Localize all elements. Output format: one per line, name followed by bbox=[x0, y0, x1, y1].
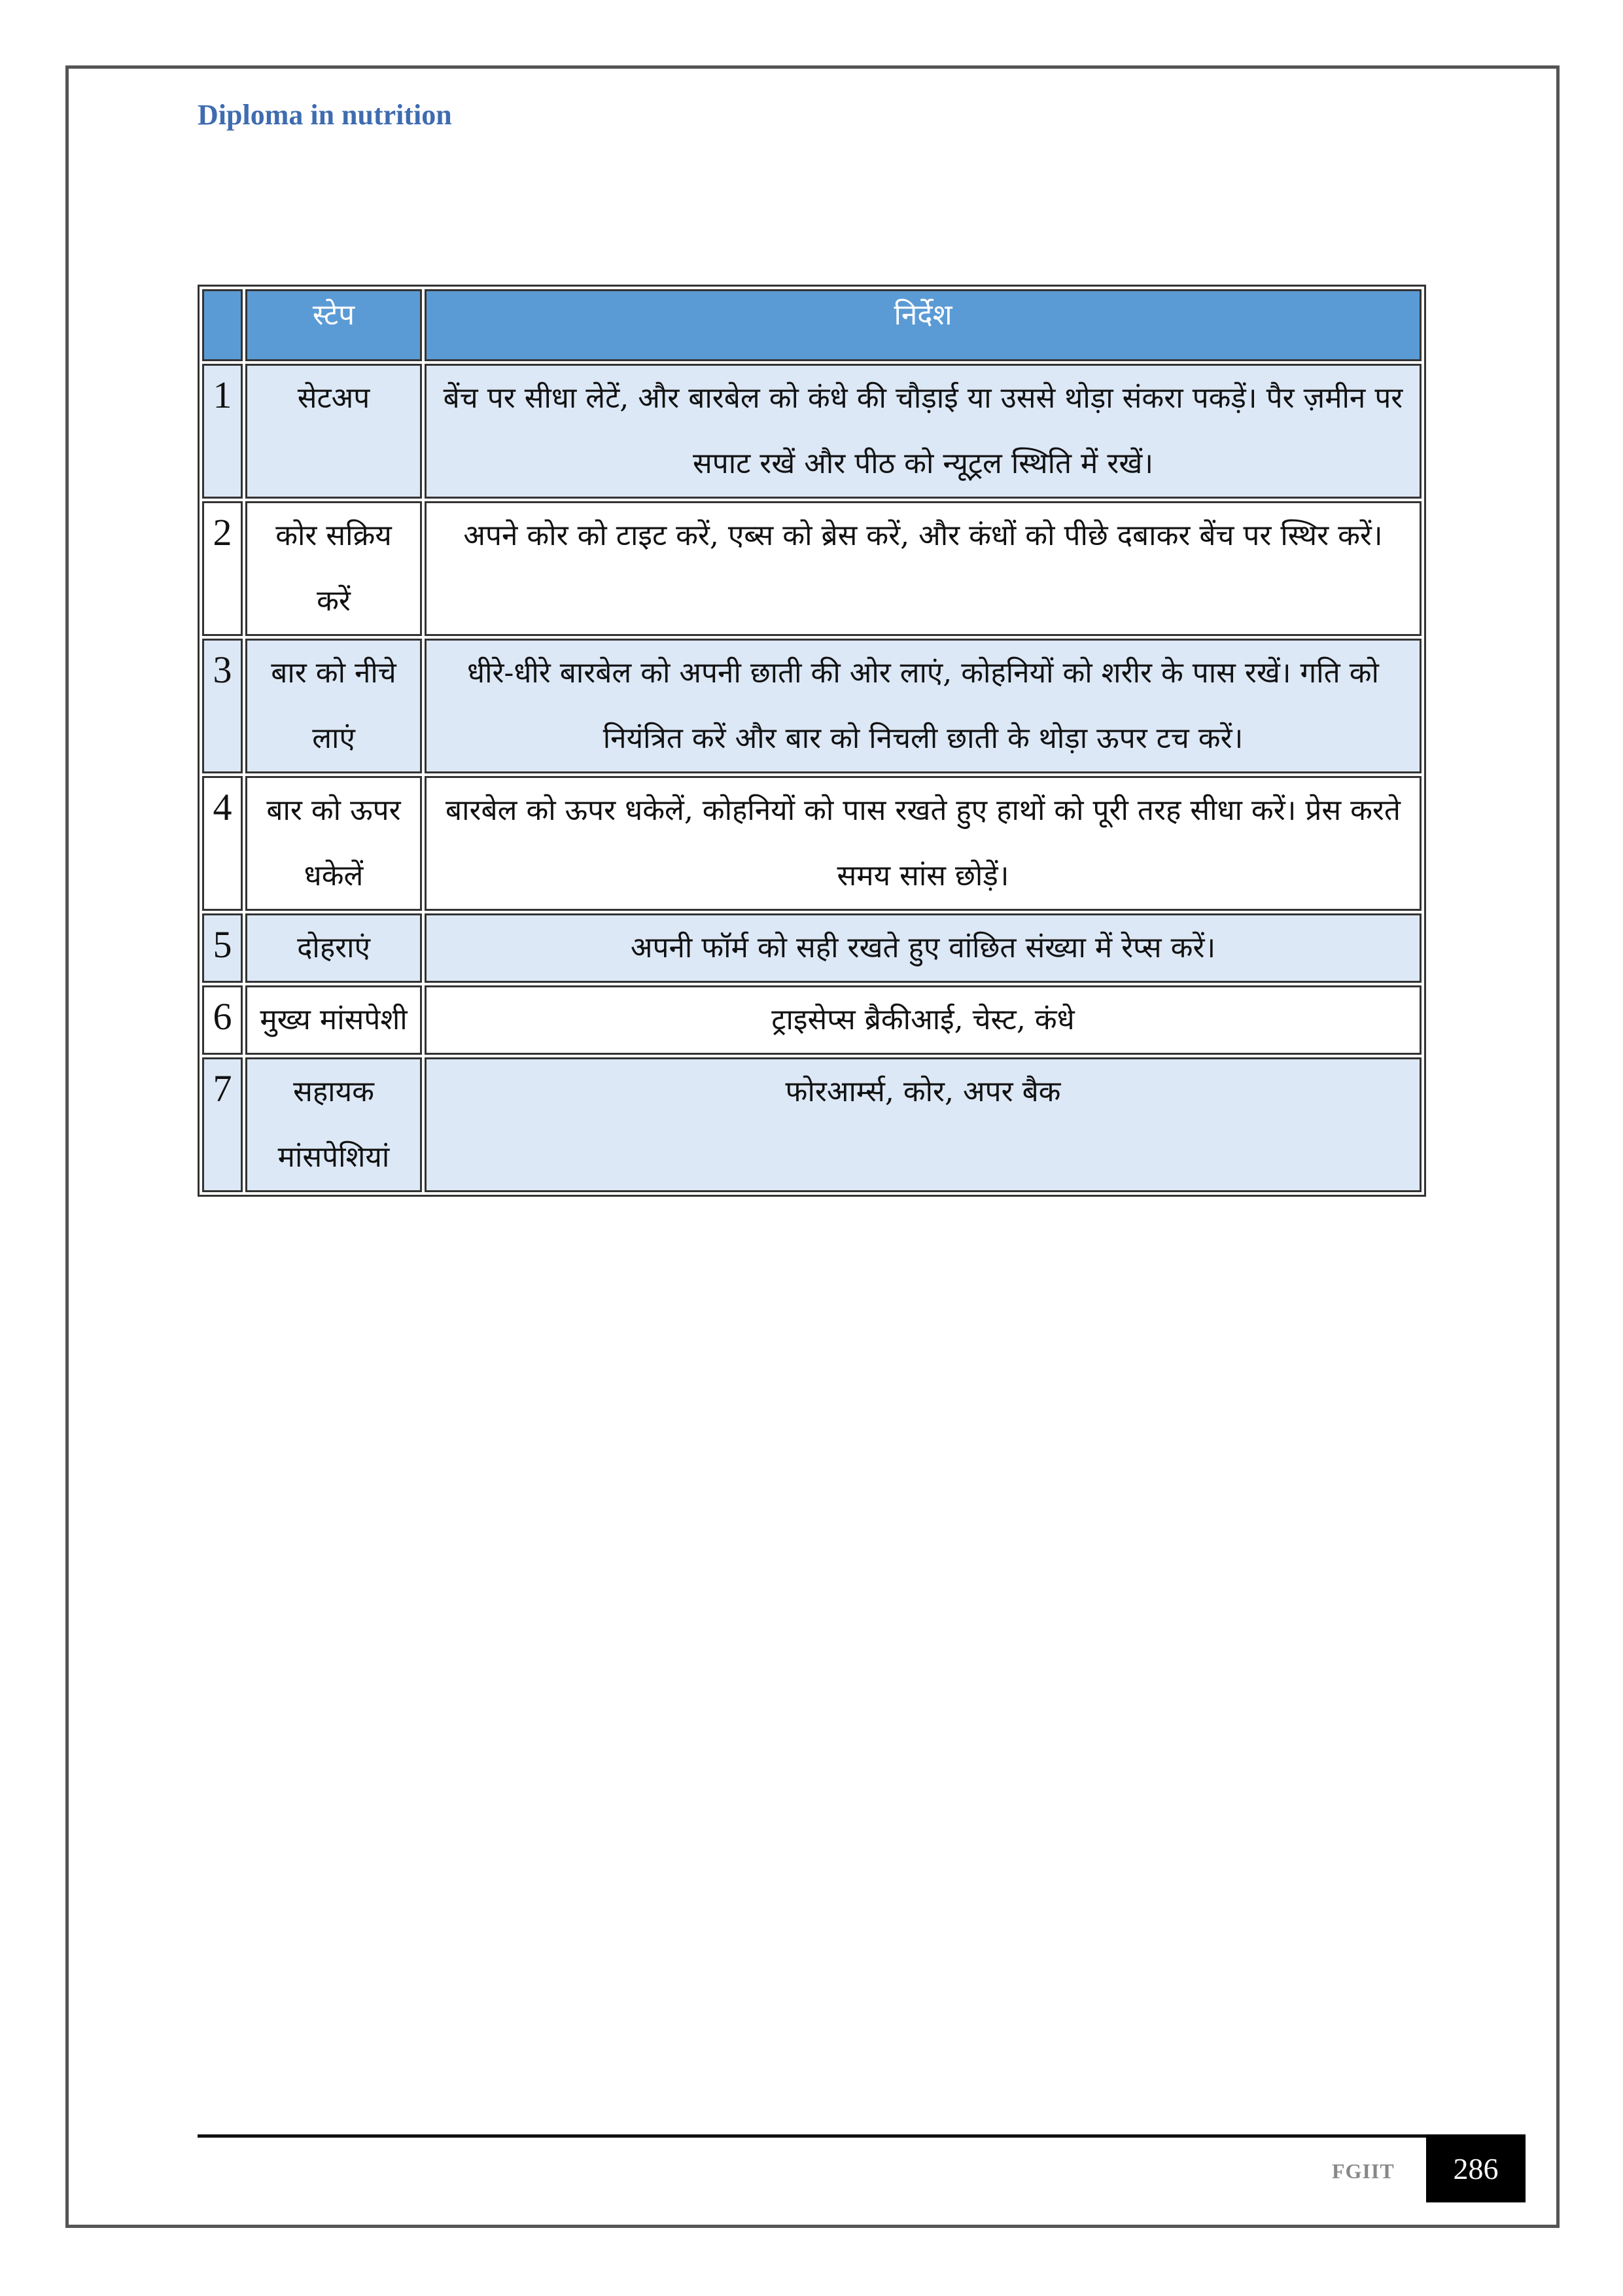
step-name: सहायक मांसपेशियां bbox=[245, 1057, 422, 1192]
table-row bbox=[202, 913, 1422, 983]
row-number: 1 bbox=[202, 364, 243, 499]
row-number: 3 bbox=[202, 639, 243, 773]
table-row bbox=[202, 364, 1422, 499]
row-number: 2 bbox=[202, 501, 243, 636]
step-name: दोहराएं bbox=[245, 913, 422, 983]
step-instruction: अपनी फॉर्म को सही रखते हुए वांछित संख्या में रेप्स करें। bbox=[425, 913, 1422, 983]
column-header-number bbox=[202, 289, 243, 361]
step-name: बार को नीचे लाएं bbox=[245, 639, 422, 773]
step-name: कोर सक्रिय करें bbox=[245, 501, 422, 636]
footer-organization: FGIIT bbox=[1332, 2159, 1395, 2183]
table-row bbox=[202, 639, 1422, 773]
step-instruction: धीरे-धीरे बारबेल को अपनी छाती की ओर लाएं, कोहनियों को शरीर के पास रखें। गति को नियंत्रित करें और बार को निचली छाती के थोड़ा ऊपर टच करें। bbox=[425, 639, 1422, 773]
step-name: बार को ऊपर धकेलें bbox=[245, 776, 422, 911]
table-row bbox=[202, 1057, 1422, 1192]
table-row bbox=[202, 501, 1422, 636]
page-number-text: 286 bbox=[1453, 2151, 1499, 2185]
row-number: 7 bbox=[202, 1057, 243, 1192]
row-number: 5 bbox=[202, 913, 243, 983]
column-header-step: स्टेप bbox=[245, 289, 422, 361]
page-number bbox=[1426, 2134, 1526, 2202]
table-row bbox=[202, 985, 1422, 1055]
step-instruction: ट्राइसेप्स ब्रैकीआई, चेस्ट, कंधे bbox=[425, 985, 1422, 1055]
step-instruction: बारबेल को ऊपर धकेलें, कोहनियों को पास रखते हुए हाथों को पूरी तरह सीधा करें। प्रेस करते समय सांस छोड़ें। bbox=[425, 776, 1422, 911]
row-number: 6 bbox=[202, 985, 243, 1055]
running-header: Diploma in nutrition bbox=[198, 99, 452, 131]
table-row bbox=[202, 776, 1422, 911]
table-header-row bbox=[202, 289, 1422, 361]
footer-rule bbox=[198, 2134, 1481, 2138]
step-name: सेटअप bbox=[245, 364, 422, 499]
step-instruction: अपने कोर को टाइट करें, एब्स को ब्रेस करें, और कंधों को पीछे दबाकर बेंच पर स्थिर करें। bbox=[425, 501, 1422, 636]
column-header-instruction: निर्देश bbox=[425, 289, 1422, 361]
step-name: मुख्य मांसपेशी bbox=[245, 985, 422, 1055]
row-number: 4 bbox=[202, 776, 243, 911]
step-instruction: फोरआर्म्स, कोर, अपर बैक bbox=[425, 1057, 1422, 1192]
step-instruction: बेंच पर सीधा लेटें, और बारबेल को कंधे की चौड़ाई या उससे थोड़ा संकरा पकड़ें। पैर ज़मीन पर सपाट रखें और पीठ को न्यूट्रल स्थिति में रखें। bbox=[425, 364, 1422, 499]
exercise-steps-table bbox=[198, 285, 1426, 1197]
